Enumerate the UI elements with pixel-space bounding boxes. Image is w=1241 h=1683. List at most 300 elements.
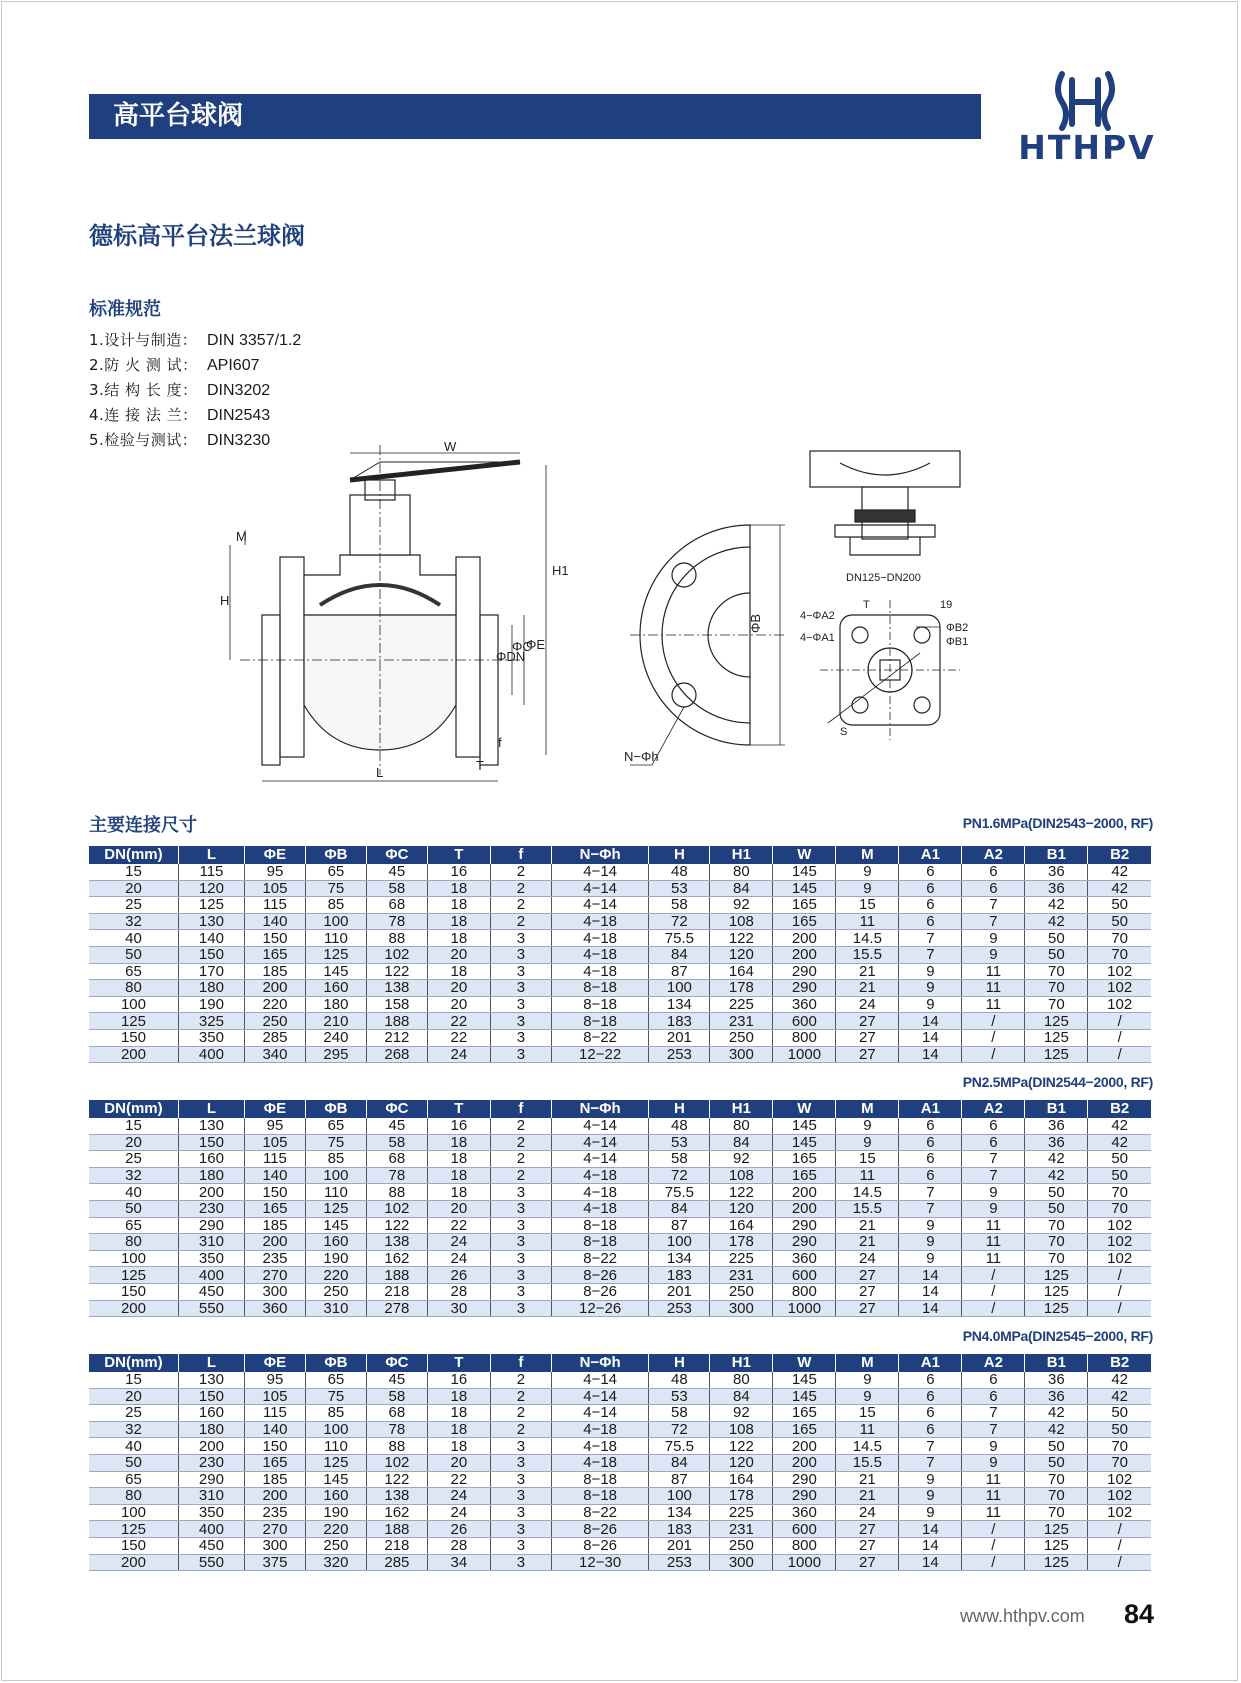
table-cell: 15 <box>89 1372 178 1388</box>
table-row <box>89 996 1151 1013</box>
table-cell: 250 <box>710 1283 773 1300</box>
column-header: H1 <box>710 1100 773 1118</box>
table-cell: 268 <box>366 1046 427 1063</box>
table-cell: 6 <box>899 1134 962 1151</box>
table-cell: 100 <box>649 1234 710 1251</box>
table-cell: 16 <box>427 1372 490 1388</box>
table-cell: 145 <box>773 1388 836 1405</box>
column-header: A2 <box>962 1354 1025 1372</box>
table-cell: 75.5 <box>649 930 710 947</box>
table-cell: 290 <box>178 1217 244 1234</box>
table-cell: 225 <box>710 996 773 1013</box>
table-cell: 140 <box>178 930 244 947</box>
dim-label-s: S <box>840 726 848 738</box>
table-cell: 70 <box>1025 1217 1088 1234</box>
table-row <box>89 1234 1151 1251</box>
table-cell: 50 <box>1088 897 1151 914</box>
column-header: M <box>836 1100 899 1118</box>
column-header: W <box>773 846 836 864</box>
table-cell: 600 <box>773 1013 836 1030</box>
table-cell: 2 <box>490 880 551 897</box>
table-cell: 4−14 <box>551 1134 649 1151</box>
table-cell: 160 <box>305 980 366 997</box>
table-cell: 84 <box>710 880 773 897</box>
valve-side-view <box>230 445 546 781</box>
table-cell: 4−14 <box>551 897 649 914</box>
table-cell: 26 <box>427 1267 490 1284</box>
table-cell: 250 <box>305 1283 366 1300</box>
table-cell: 190 <box>305 1250 366 1267</box>
table-cell: 231 <box>710 1013 773 1030</box>
table-cell: 360 <box>773 1250 836 1267</box>
table-cell: 200 <box>773 1438 836 1455</box>
table-cell: 9 <box>836 1388 899 1405</box>
table-cell: 95 <box>244 864 305 880</box>
table-cell: 188 <box>366 1013 427 1030</box>
table-cell: 95 <box>244 1118 305 1134</box>
table-row <box>89 1267 1151 1284</box>
table-cell: 4−14 <box>551 880 649 897</box>
table-cell: 400 <box>178 1521 244 1538</box>
table-cell: 231 <box>710 1267 773 1284</box>
table-cell: 145 <box>773 1372 836 1388</box>
table-cell: 15.5 <box>836 1454 899 1471</box>
table-cell: 68 <box>366 1151 427 1168</box>
table-row <box>89 864 1151 880</box>
table-cell: 125 <box>305 1200 366 1217</box>
table-cell: 36 <box>1025 880 1088 897</box>
column-header: DN(mm) <box>89 846 178 864</box>
dim-label-nh: N−Φh <box>624 749 659 764</box>
table-cell: 20 <box>427 1454 490 1471</box>
table-cell: 6 <box>962 1118 1025 1134</box>
table-cell: 200 <box>178 1184 244 1201</box>
table-cell: 8−26 <box>551 1267 649 1284</box>
table-cell: / <box>1088 1046 1151 1063</box>
table-cell: 210 <box>305 1013 366 1030</box>
table-cell: 80 <box>710 1118 773 1134</box>
table-cell: 3 <box>490 1217 551 1234</box>
table-cell: 80 <box>89 980 178 997</box>
table-cell: 8−18 <box>551 1488 649 1505</box>
pressure-label: PN2.5MPa(DIN2544−2000, RF) <box>962 1074 1153 1090</box>
table-cell: 30 <box>427 1300 490 1317</box>
table-cell: 4−18 <box>551 1167 649 1184</box>
table-cell: 450 <box>178 1283 244 1300</box>
table-cell: 36 <box>1025 1372 1088 1388</box>
table-cell: 145 <box>305 1471 366 1488</box>
column-header: A2 <box>962 1100 1025 1118</box>
table-cell: / <box>1088 1029 1151 1046</box>
table-cell: 84 <box>649 946 710 963</box>
table-cell: 6 <box>962 864 1025 880</box>
table-cell: 250 <box>710 1537 773 1554</box>
table-cell: 18 <box>427 1167 490 1184</box>
table-cell: 42 <box>1025 1167 1088 1184</box>
column-header: T <box>427 1354 490 1372</box>
table-cell: 150 <box>178 1388 244 1405</box>
table-cell: 75 <box>305 1134 366 1151</box>
table-cell: 7 <box>899 1438 962 1455</box>
table-cell: 21 <box>836 1217 899 1234</box>
table-cell: 11 <box>962 1504 1025 1521</box>
table-cell: 15 <box>89 1118 178 1134</box>
column-header: N−Φh <box>551 846 649 864</box>
table-cell: 3 <box>490 996 551 1013</box>
table-cell: 125 <box>1025 1267 1088 1284</box>
table-cell: 27 <box>836 1267 899 1284</box>
table-cell: 70 <box>1025 1488 1088 1505</box>
table-cell: / <box>1088 1283 1151 1300</box>
table-cell: 11 <box>962 1471 1025 1488</box>
table-cell: 150 <box>89 1029 178 1046</box>
table-cell: 325 <box>178 1013 244 1030</box>
table-cell: 278 <box>366 1300 427 1317</box>
dim-label-e: ΦE <box>526 637 546 652</box>
column-header: f <box>490 1100 551 1118</box>
product-subtitle: 德标高平台法兰球阀 <box>89 222 305 250</box>
table-cell: 42 <box>1025 1405 1088 1422</box>
table-row <box>89 1454 1151 1471</box>
table-cell: 120 <box>710 1200 773 1217</box>
column-header: f <box>490 846 551 864</box>
table-cell: 70 <box>1025 1250 1088 1267</box>
table-cell: 9 <box>899 1234 962 1251</box>
table-cell: 36 <box>1025 864 1088 880</box>
table-cell: 4−18 <box>551 1438 649 1455</box>
column-header: DN(mm) <box>89 1100 178 1118</box>
table-cell: 1000 <box>773 1554 836 1571</box>
table-cell: 3 <box>490 1554 551 1571</box>
table-cell: 8−26 <box>551 1283 649 1300</box>
table-cell: 3 <box>490 1267 551 1284</box>
dim-label-19: 19 <box>940 599 953 611</box>
mounting-pad <box>820 600 960 740</box>
table-cell: 108 <box>710 913 773 930</box>
table-cell: 58 <box>366 1134 427 1151</box>
table-cell: 150 <box>244 1438 305 1455</box>
table-cell: 9 <box>962 1454 1025 1471</box>
table-cell: 2 <box>490 1372 551 1388</box>
table-cell: 6 <box>899 913 962 930</box>
table-cell: 3 <box>490 1438 551 1455</box>
column-header: ΦE <box>244 1100 305 1118</box>
column-header: W <box>773 1354 836 1372</box>
table-cell: 130 <box>178 913 244 930</box>
dimensions-heading: 主要连接尺寸 <box>89 815 197 836</box>
table-cell: 11 <box>962 1217 1025 1234</box>
table-row <box>89 1134 1151 1151</box>
table-cell: 300 <box>244 1283 305 1300</box>
table-cell: 45 <box>366 1372 427 1388</box>
table-cell: 3 <box>490 1029 551 1046</box>
table-cell: 285 <box>366 1554 427 1571</box>
table-cell: 24 <box>427 1250 490 1267</box>
table-cell: 170 <box>178 963 244 980</box>
table-cell: 125 <box>305 946 366 963</box>
table-cell: 15 <box>89 864 178 880</box>
table-cell: 340 <box>244 1046 305 1063</box>
table-cell: 102 <box>1088 1488 1151 1505</box>
dim-label-b: ΦB <box>748 613 763 633</box>
table-cell: / <box>1088 1267 1151 1284</box>
table-cell: 14 <box>899 1554 962 1571</box>
table-cell: 3 <box>490 1521 551 1538</box>
table-cell: 250 <box>244 1013 305 1030</box>
table-row <box>89 1029 1151 1046</box>
table-cell: 21 <box>836 1471 899 1488</box>
table-cell: 290 <box>773 980 836 997</box>
table-cell: 270 <box>244 1521 305 1538</box>
table-row <box>89 1554 1151 1571</box>
table-cell: 32 <box>89 1167 178 1184</box>
table-row <box>89 1046 1151 1063</box>
table-cell: 68 <box>366 897 427 914</box>
table-cell: 7 <box>962 1167 1025 1184</box>
table-cell: 40 <box>89 1438 178 1455</box>
table-cell: 92 <box>710 1151 773 1168</box>
table-cell: 15 <box>836 1405 899 1422</box>
table-cell: 4−14 <box>551 1405 649 1422</box>
table-cell: 102 <box>1088 980 1151 997</box>
table-cell: 2 <box>490 1421 551 1438</box>
table-cell: 12−30 <box>551 1554 649 1571</box>
table-cell: 24 <box>836 996 899 1013</box>
column-header: A1 <box>899 1100 962 1118</box>
table-cell: 18 <box>427 1421 490 1438</box>
table-cell: 290 <box>773 1234 836 1251</box>
table-cell: 11 <box>836 1421 899 1438</box>
table-cell: 6 <box>899 1372 962 1388</box>
table-row <box>89 1217 1151 1234</box>
table-cell: 190 <box>305 1504 366 1521</box>
table-cell: 58 <box>649 897 710 914</box>
table-cell: 88 <box>366 1438 427 1455</box>
table-cell: 25 <box>89 897 178 914</box>
table-cell: 225 <box>710 1504 773 1521</box>
table-cell: 53 <box>649 1134 710 1151</box>
table-cell: 25 <box>89 1151 178 1168</box>
column-header: A1 <box>899 846 962 864</box>
table-cell: 7 <box>962 1151 1025 1168</box>
table-cell: 200 <box>89 1300 178 1317</box>
table-cell: 165 <box>773 1421 836 1438</box>
column-header: M <box>836 1354 899 1372</box>
table-cell: 2 <box>490 897 551 914</box>
table-cell: 4−18 <box>551 930 649 947</box>
table-cell: 9 <box>836 864 899 880</box>
table-cell: 9 <box>899 1471 962 1488</box>
table-cell: 16 <box>427 1118 490 1134</box>
table-cell: 7 <box>962 897 1025 914</box>
table-cell: 100 <box>305 1167 366 1184</box>
table-cell: 20 <box>427 946 490 963</box>
table-cell: 122 <box>366 1217 427 1234</box>
table-cell: 7 <box>899 946 962 963</box>
column-header: B2 <box>1088 1100 1151 1118</box>
standard-value: DIN3230 <box>207 432 271 449</box>
standard-value: API607 <box>207 357 260 374</box>
table-cell: 9 <box>962 930 1025 947</box>
table-cell: 6 <box>899 897 962 914</box>
table-cell: 20 <box>89 1388 178 1405</box>
table-cell: 125 <box>178 897 244 914</box>
table-cell: 88 <box>366 930 427 947</box>
table-cell: 180 <box>178 1421 244 1438</box>
table-cell: 160 <box>305 1488 366 1505</box>
table-cell: 3 <box>490 1250 551 1267</box>
table-cell: 450 <box>178 1537 244 1554</box>
table-cell: 15 <box>836 897 899 914</box>
standard-item <box>89 353 301 378</box>
mounting-detail <box>810 451 960 555</box>
table-cell: 2 <box>490 1405 551 1422</box>
table-cell: 11 <box>962 996 1025 1013</box>
table-cell: 36 <box>1025 1134 1088 1151</box>
table-cell: 70 <box>1025 1234 1088 1251</box>
table-cell: 100 <box>89 1504 178 1521</box>
table-cell: 253 <box>649 1554 710 1571</box>
table-cell: 21 <box>836 1234 899 1251</box>
table-cell: 6 <box>962 880 1025 897</box>
dimensions-table <box>89 1100 1151 1317</box>
table-cell: 58 <box>649 1151 710 1168</box>
table-cell: 9 <box>962 1184 1025 1201</box>
table-cell: 134 <box>649 1250 710 1267</box>
dim-label-dn: ΦDN <box>496 649 526 664</box>
table-cell: 350 <box>178 1504 244 1521</box>
table-cell: 320 <box>305 1554 366 1571</box>
table-cell: 2 <box>490 1151 551 1168</box>
column-header: ΦB <box>305 1354 366 1372</box>
standard-label: 4.连 接 法 兰： <box>89 406 198 424</box>
column-header: H <box>649 846 710 864</box>
table-cell: 65 <box>305 1118 366 1134</box>
table-cell: 3 <box>490 1454 551 1471</box>
table-cell: 4−14 <box>551 1151 649 1168</box>
table-cell: 21 <box>836 963 899 980</box>
table-cell: 9 <box>899 996 962 1013</box>
column-header: T <box>427 1100 490 1118</box>
table-cell: 3 <box>490 1200 551 1217</box>
standard-item <box>89 403 301 428</box>
table-cell: 200 <box>773 1200 836 1217</box>
table-row <box>89 1184 1151 1201</box>
table-cell: 138 <box>366 980 427 997</box>
table-cell: 20 <box>427 1200 490 1217</box>
table-cell: 125 <box>1025 1046 1088 1063</box>
table-cell: 92 <box>710 1405 773 1422</box>
table-cell: 183 <box>649 1267 710 1284</box>
dim-label-t2: T <box>863 599 870 611</box>
table-row <box>89 1372 1151 1388</box>
table-cell: 25 <box>89 1405 178 1422</box>
table-cell: 8−18 <box>551 996 649 1013</box>
table-cell: 9 <box>899 1217 962 1234</box>
table-cell: 3 <box>490 1046 551 1063</box>
table-cell: 75.5 <box>649 1438 710 1455</box>
table-cell: 122 <box>366 963 427 980</box>
table-cell: 36 <box>1025 1388 1088 1405</box>
table-cell: 164 <box>710 1471 773 1488</box>
table-cell: 102 <box>1088 1217 1151 1234</box>
table-cell: / <box>962 1521 1025 1538</box>
table-cell: 3 <box>490 1300 551 1317</box>
table-cell: 12−22 <box>551 1046 649 1063</box>
table-cell: 800 <box>773 1029 836 1046</box>
table-cell: 180 <box>178 980 244 997</box>
table-cell: 70 <box>1088 1454 1151 1471</box>
column-header: L <box>178 1354 244 1372</box>
table-cell: 165 <box>773 1151 836 1168</box>
table-cell: 1000 <box>773 1300 836 1317</box>
table-cell: 201 <box>649 1537 710 1554</box>
table-cell: 102 <box>1088 1504 1151 1521</box>
table-cell: 102 <box>366 946 427 963</box>
table-cell: 200 <box>244 1234 305 1251</box>
table-cell: / <box>962 1554 1025 1571</box>
table-cell: 8−22 <box>551 1029 649 1046</box>
table-cell: 11 <box>836 1167 899 1184</box>
table-cell: 218 <box>366 1283 427 1300</box>
table-cell: 27 <box>836 1521 899 1538</box>
table-cell: 235 <box>244 1250 305 1267</box>
standard-label: 1.设计与制造： <box>89 331 198 349</box>
table-cell: 14.5 <box>836 1438 899 1455</box>
table-cell: 162 <box>366 1504 427 1521</box>
table-cell: 183 <box>649 1521 710 1538</box>
table-cell: 165 <box>773 897 836 914</box>
table-cell: 85 <box>305 1151 366 1168</box>
table-cell: 165 <box>773 1167 836 1184</box>
table-cell: 50 <box>1088 1421 1151 1438</box>
table-cell: 32 <box>89 913 178 930</box>
table-cell: 14 <box>899 1013 962 1030</box>
table-cell: 14 <box>899 1300 962 1317</box>
table-cell: 200 <box>773 930 836 947</box>
table-cell: 350 <box>178 1250 244 1267</box>
table-cell: 50 <box>1025 930 1088 947</box>
flange-view <box>630 525 785 765</box>
table-cell: / <box>962 1300 1025 1317</box>
table-cell: 85 <box>305 1405 366 1422</box>
table-cell: 2 <box>490 1167 551 1184</box>
table-cell: 160 <box>178 1405 244 1422</box>
table-cell: 92 <box>710 897 773 914</box>
table-cell: / <box>962 1283 1025 1300</box>
table-cell: 18 <box>427 1151 490 1168</box>
table-cell: 130 <box>178 1372 244 1388</box>
table-cell: 11 <box>962 963 1025 980</box>
table-cell: 6 <box>962 1372 1025 1388</box>
table-row <box>89 1283 1151 1300</box>
table-cell: 200 <box>244 980 305 997</box>
table-cell: 8−26 <box>551 1521 649 1538</box>
table-cell: 3 <box>490 1504 551 1521</box>
table-cell: 7 <box>962 1421 1025 1438</box>
table-cell: 27 <box>836 1029 899 1046</box>
table-cell: 20 <box>427 996 490 1013</box>
table-cell: 15 <box>836 1151 899 1168</box>
table-cell: 100 <box>89 996 178 1013</box>
table-cell: 188 <box>366 1521 427 1538</box>
table-cell: 42 <box>1088 880 1151 897</box>
table-row <box>89 1200 1151 1217</box>
table-cell: 87 <box>649 963 710 980</box>
table-cell: 50 <box>1025 1184 1088 1201</box>
table-cell: 212 <box>366 1029 427 1046</box>
table-cell: 200 <box>178 1438 244 1455</box>
